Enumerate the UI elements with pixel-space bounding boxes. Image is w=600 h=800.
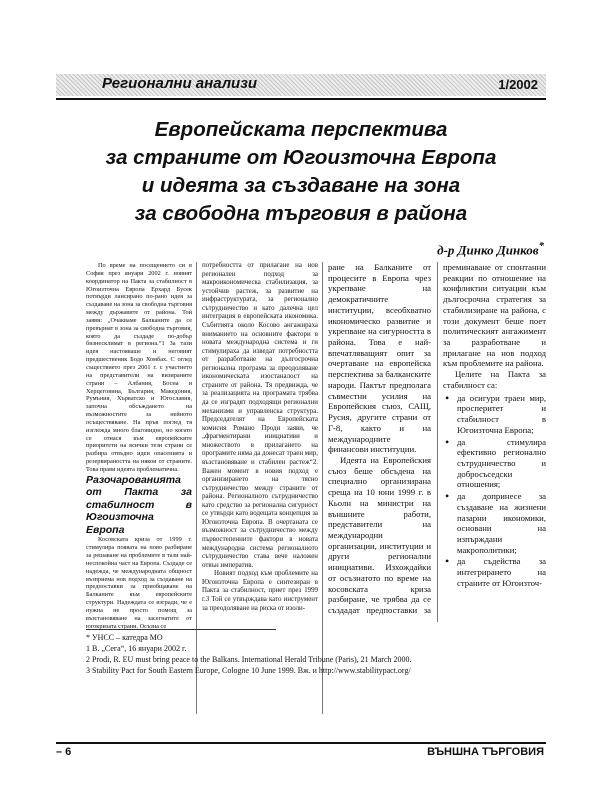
page-number: – 6 <box>56 746 72 758</box>
column-1 <box>86 262 192 630</box>
header-rule <box>56 98 546 100</box>
publication-name: ВЪНШНА ТЪРГОВИЯ <box>427 746 544 758</box>
column-2 <box>202 262 318 613</box>
title-line: Европейската перспектива <box>154 118 448 141</box>
title-line: за страните от Югоизточна Европа <box>105 146 497 169</box>
subheading: Разочарованията от Пакта за стабилност в Югоизточна Европа <box>86 473 192 536</box>
list-item: • да осигури траен мир, просперитет и стабилност в Югоизточна Европа; <box>443 393 546 436</box>
article-title <box>56 116 546 228</box>
paragraph: Новият подход към проблемите на Югоизточна Европа е синтезиран в Пакта за стабилност, приет през 1999 г.3 Той се утвърждава като инструмент за преодоляване на риска от изоли- <box>202 570 318 612</box>
goals-list <box>443 393 546 589</box>
footnote: 1 В. „Сега“, 16 януари 2002 г. <box>86 644 187 653</box>
author-byline <box>437 240 544 258</box>
list-item: • да стимулира ефективно регионално сътрудничество и добросъседски отношения; <box>443 437 546 491</box>
list-item: • да съдейства за интегрирането на страните от Югоизточ- <box>443 556 546 588</box>
author-name: д-р Динко Динков <box>437 242 539 258</box>
issue-number: 1/2002 <box>498 77 538 92</box>
title-line: и идеята за създаване на зона <box>141 174 461 197</box>
paragraph: Целите на Пакта за стабилност са: <box>443 369 546 390</box>
footnote-rule <box>86 629 276 630</box>
paragraph: По време на посещението си в София през януари 2002 г. новият координатор на Пакта за стабилност в Югоизточна Европа Ерхард Бусек потвърди лансирано по-рано идея за създаване на зона за свободна търговия между държавите от района. Той заяви: „Очакваме Балканите да се превърнат в зона за свободна търговия, която да създаде по-добър бизнесклимат в региона.“1 За тази идея настояваше и неговият предшественик Бодо Хомбах. С оглед съществието през 2001 г. с участието на представители на визираните страни – Албания, Босна и Херцеговина, България, Македония, Румъния, Хърватско и Югославия, започна обсъждането на възможностите за нейното осъществяване. На пръв поглед тя изглежда много благовидно, но когато се отнася към европейските приоритети на всички тези страни се разбира отвъдно идеи опасенията и резервираността на някои от страните. Това прави идеята проблематична. <box>86 262 192 473</box>
section-name: Регионални анализи <box>102 75 258 92</box>
column-3 <box>328 262 546 622</box>
title-line: за свободна търговия в района <box>134 202 468 225</box>
footnotes <box>86 632 486 676</box>
paragraph: потребността от прилагане на нов регионален подход за макроикономическа стабилизация, за устойчив растеж, за развитие на инфраструктурата, за регионално сътрудничество и като далечна цел интеграция в европейската икономика. Събитията около Косово ангажираха вниманието на основните фактори в новата международна система и ги стимулираха да изведат потребността от разработване на дългосрочна регионална програма за преодоляване икономическата изостаналост на страните от района. Тя предвижда, че за реализацията на програмата трябва да се изградят подходящи регионални механизми и управленска структура. Председателят на Европейската комисия Романо Проди заяви, че „фрагментирани инициативи и множеството в прилагането на програмите няма да донесат траен мир, възстановяване и стабилен растеж“2. Важен момент в новия подход е организирането на тясно сътрудничество между страните от района. Регионалното сътрудничество като средство за регионална сигурност се утвърди като водещата концепция за Югоизточна Европа. В очертаната се възможност за сътрудничество между първостепенните фактори в новата международна система регионалното сътрудничество става вече наложен отвън императив. <box>202 262 318 569</box>
footnote: 3 Stability Pact for South Eastern Europe, Cologne 10 June 1999. Вж. и http://www.stabilitypact.org/ <box>86 666 411 675</box>
author-footnote-mark: * <box>538 240 544 252</box>
list-item: • да допринесе за създаване на жизнени пазарни икономики, основани на изпърждани макрополитики; <box>443 491 546 555</box>
footnote: 2 Prodi, R. EU must bring peace to the Balkans. International Herald Tribune (Paris), 21 March 2000. <box>86 655 412 664</box>
paragraph: Идеята на Европейския съюз беше обсъдена на специално организирана среща на 10 юни 1999 г. в Кьолн на министри на външните работи, представители на международни организации, институции и други регионални инициативи. Изхождайки от осъзнатото по време на косовската криза разбиране, че трябва да се създадат предпоставки за преминаване от спонтанни реакции по отношение на конфликтни ситуации към дългосрочна стратегия за стабилизиране на района, с този документ беше поет политическият ангажимент за разработване и прилагане на нов подход към проблемите на района. <box>328 262 546 615</box>
paragraph: Косовската криза от 1999 г. стимулира появата на ново разбиране за решаване на проблемите в тази най-неспокойна част на Европа. Създаде се надежда, че международната общност възприема нов подход за създаване на предпоставки за приобщаване на Балканите към европейските структури. Надеждата се изгради, че е нужна не просто помощ за възстановяване на засегнатите от югокризата страни. Осъзна се <box>86 536 192 630</box>
footnote: * УНСС – катедра МО <box>86 633 163 642</box>
paragraph: ране на Балканите от процесите в Европа чрез укрепване на демократичните институции, всеобхватно икономическо развитие и укрепване на сигурността в района. Това е най-впечатляващият опит за очертаване на европейска перспектива за балканските народи. Пактът предполага съвместни усилия на Европейския съюз, САЩ, Русия, другите страни от Г-8, както и на международните финансови институции. <box>328 262 431 455</box>
footer-rule <box>56 742 546 744</box>
